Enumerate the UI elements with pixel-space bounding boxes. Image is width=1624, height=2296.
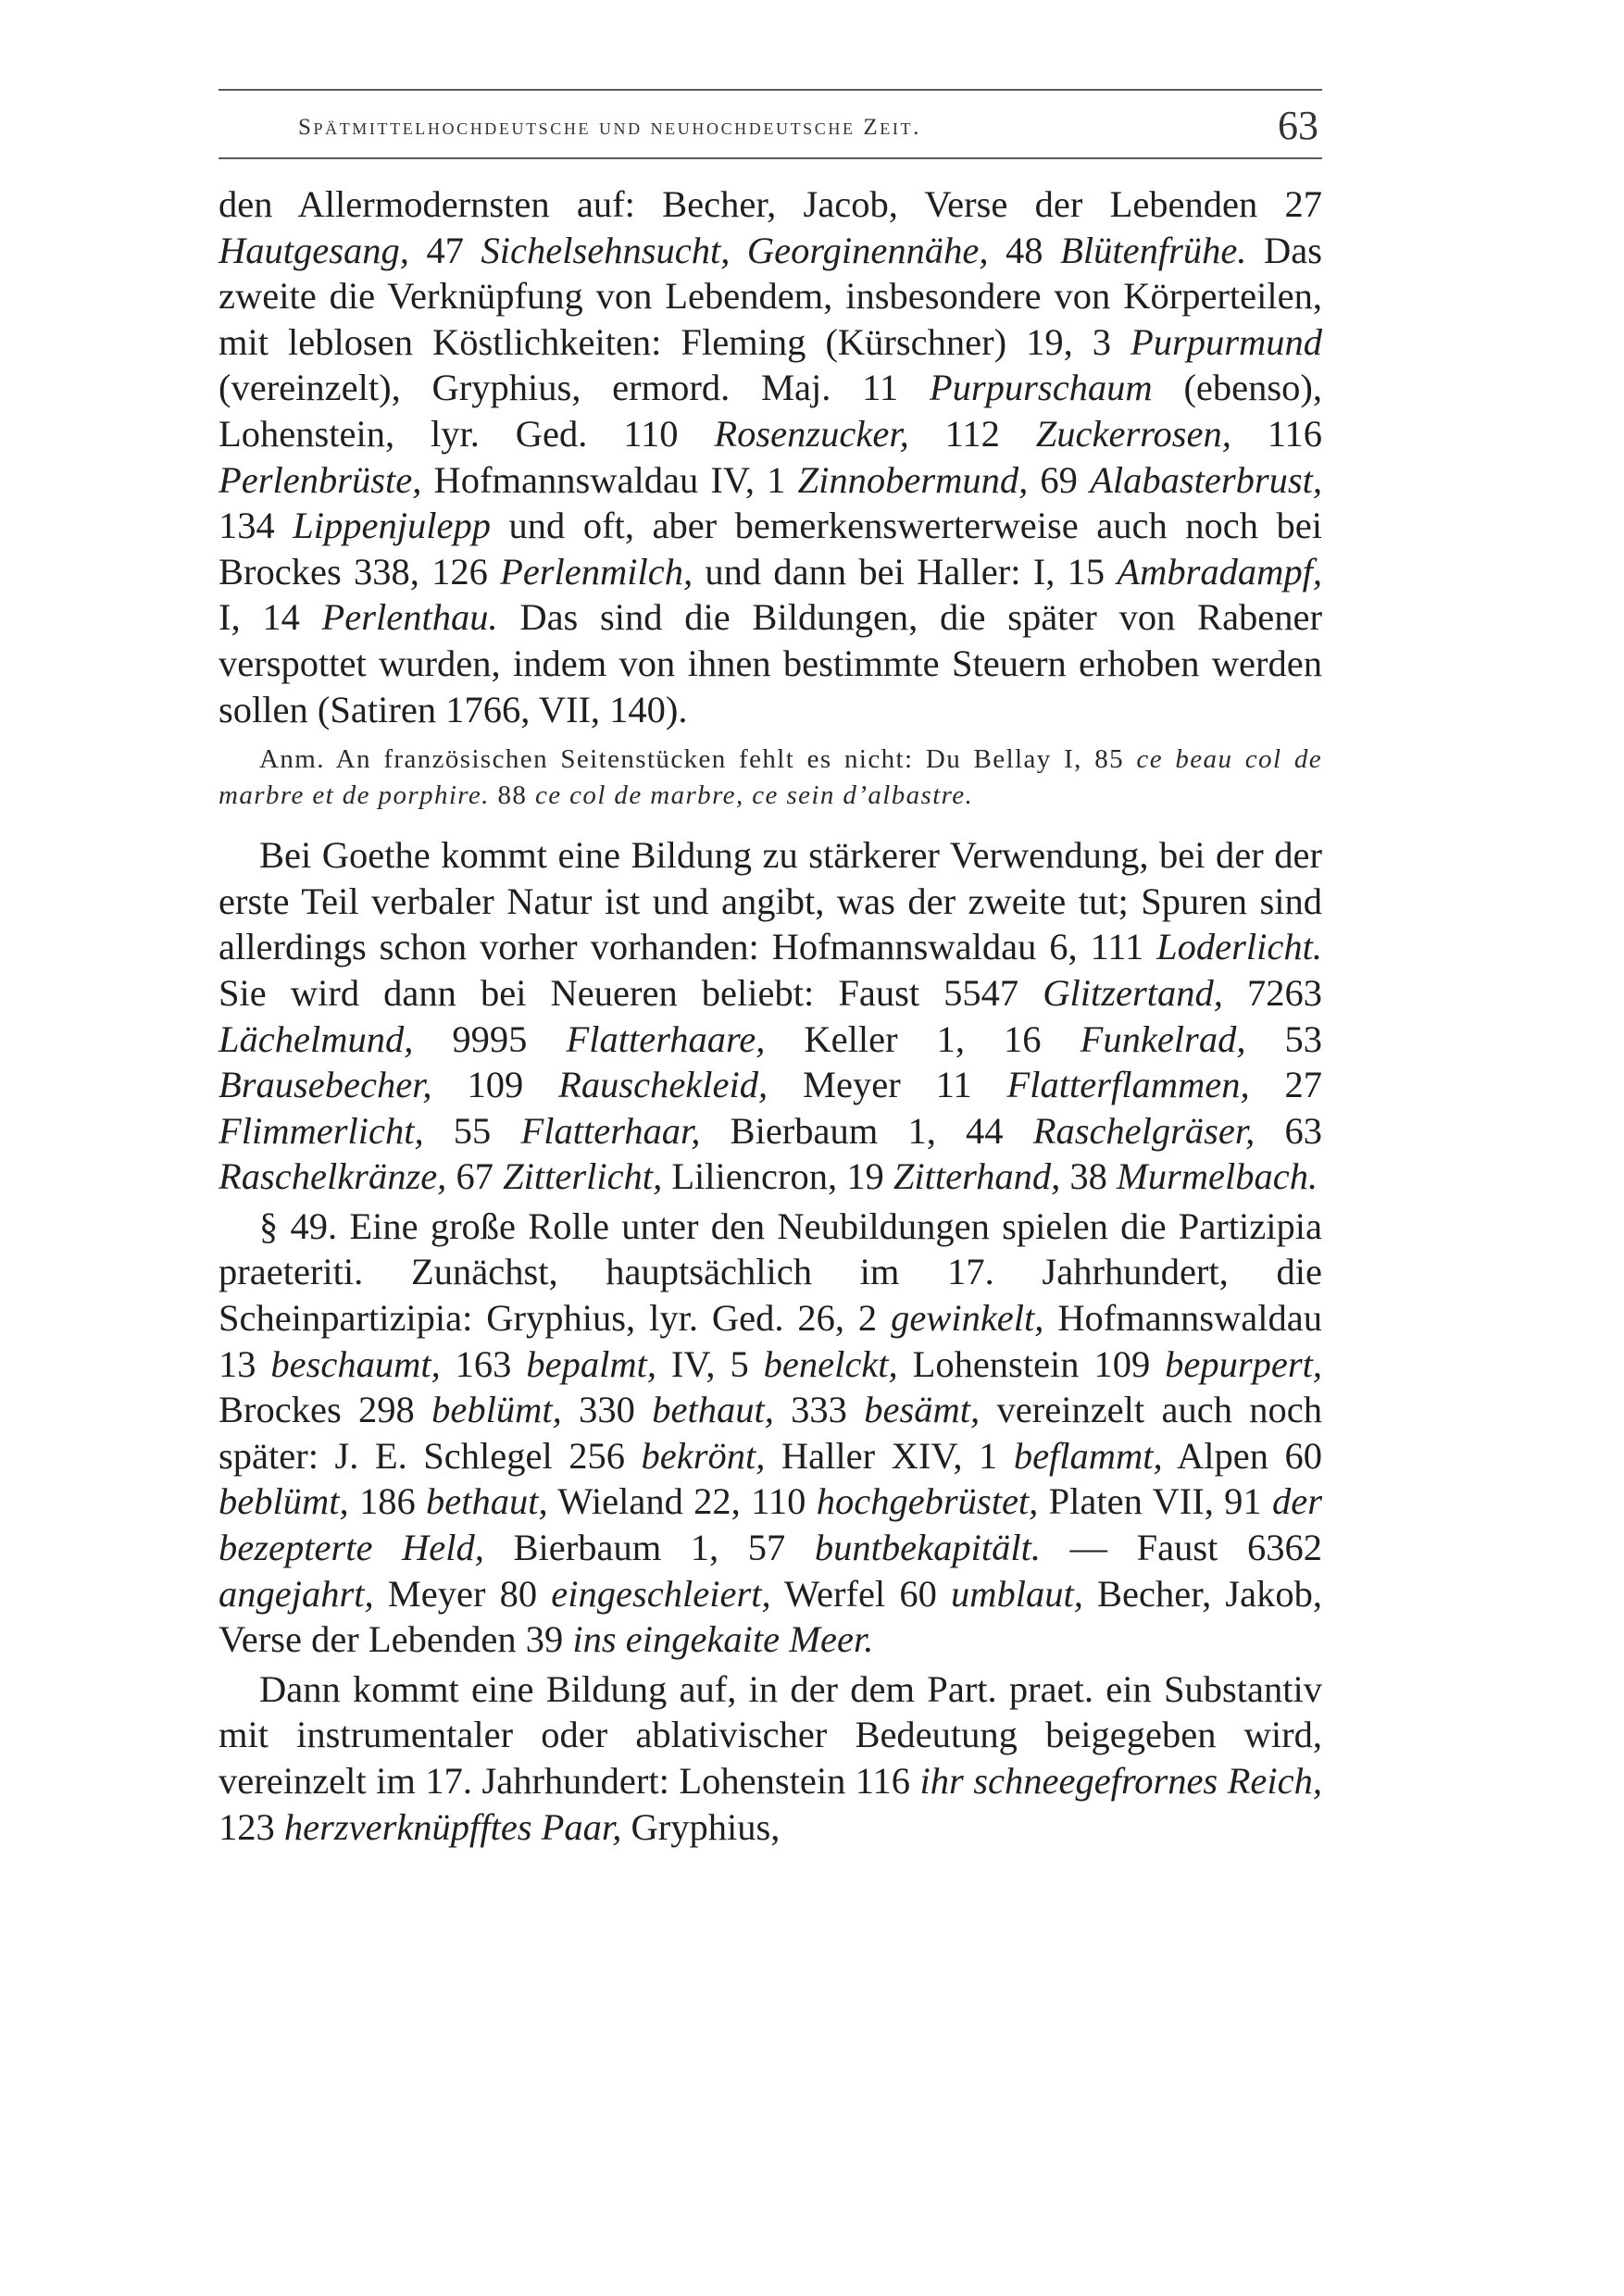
italic-term: Rauschekleid, xyxy=(558,1064,768,1106)
text-run: IV, 5 xyxy=(656,1342,764,1385)
italic-term: bekrönt, xyxy=(641,1434,766,1477)
italic-term: ce beau col de marbre et de porphire. xyxy=(219,744,1323,811)
italic-term: Flatterhaare, xyxy=(566,1017,766,1060)
text-run: I, 14 xyxy=(219,596,322,639)
italic-term: ins eingekaite Meer. xyxy=(572,1618,874,1661)
italic-term: benelckt, xyxy=(763,1342,898,1385)
text-run: 9995 xyxy=(413,1017,567,1060)
text-run: Alpen 60 xyxy=(1162,1434,1322,1477)
text-run: Liliencron, 19 xyxy=(662,1155,893,1198)
italic-term: hochgebrüstet, xyxy=(816,1480,1039,1523)
italic-term: bethaut, xyxy=(426,1480,548,1523)
italic-term: Glitzertand, xyxy=(1043,971,1223,1014)
paragraph-1 xyxy=(219,181,1322,732)
italic-term: Alabasterbrust, xyxy=(1090,458,1322,501)
italic-term: beblümt, xyxy=(431,1389,562,1431)
italic-term: bepalmt, xyxy=(526,1342,656,1385)
italic-term: der bezepterte Held, xyxy=(219,1480,1323,1569)
text-run: Meyer 11 xyxy=(768,1064,1007,1106)
text-run: und oft, aber bemerkenswerterweise auch noch bei Brockes 338, 126 xyxy=(219,505,1322,593)
italic-term: umblaut, xyxy=(951,1572,1083,1615)
text-run: 27 xyxy=(1249,1064,1322,1106)
italic-term: Perlenthau. xyxy=(321,596,498,639)
italic-term: ihr schneegefrornes Reich, xyxy=(919,1760,1322,1802)
text-run: 53 xyxy=(1245,1017,1323,1060)
italic-term: Sichelsehnsucht, Georginennähe, xyxy=(481,229,989,271)
text-run: 112 xyxy=(908,412,1036,455)
italic-term: Flatterhaar, xyxy=(520,1109,701,1152)
text-run: 63 xyxy=(1255,1109,1322,1152)
text-run: Wieland 22, 110 xyxy=(547,1480,817,1523)
text-run: Haller XIV, 1 xyxy=(765,1434,1014,1477)
italic-term: Flimmerlicht, xyxy=(219,1109,424,1152)
text-run: 186 xyxy=(348,1480,427,1523)
text-run: — Faust 6362 xyxy=(1040,1527,1323,1569)
text-run: Anm. An französischen Seitenstücken fehlt es nicht: Du Bellay I, 85 xyxy=(259,744,1137,775)
italic-term: Funkelrad, xyxy=(1080,1017,1246,1060)
text-run: (vereinzelt), Gryphius, ermord. Maj. 11 xyxy=(219,367,930,409)
italic-term: Brausebecher, xyxy=(219,1064,432,1106)
italic-term: besämt, xyxy=(864,1389,981,1431)
italic-term: gewinkelt, xyxy=(891,1297,1044,1340)
italic-term: Blütenfrühe. xyxy=(1060,229,1247,271)
paragraph-4 xyxy=(219,1666,1322,1850)
text-run: (ebenso), Lohenstein, lyr. Ged. 110 xyxy=(219,367,1323,455)
italic-term: buntbekapitält. xyxy=(814,1527,1041,1569)
italic-term: Perlenmilch, xyxy=(500,550,693,593)
text-run: Bei Goethe kommt eine Bildung zu stärkerer Verwendung, bei der der erste Teil verbaler Natur ist und angibt, was der zweite tut; Spuren sind allerdings schon vorher vorhanden: Hofmannswaldau 6, 111 xyxy=(219,834,1322,968)
italic-term: beschaumt, xyxy=(270,1342,441,1385)
italic-term: Raschelgräser, xyxy=(1032,1109,1255,1152)
italic-term: Murmelbach. xyxy=(1117,1155,1318,1198)
italic-term: Perlenbrüste, xyxy=(219,458,422,501)
italic-term: bepurpert, xyxy=(1165,1342,1322,1385)
text-run: 69 xyxy=(1028,458,1091,501)
paragraph-section-49 xyxy=(219,1204,1322,1663)
text-run: Bierbaum 1, 44 xyxy=(700,1109,1033,1152)
italic-term: Purpurmund xyxy=(1130,320,1322,363)
italic-term: Loderlicht. xyxy=(1156,926,1322,968)
italic-term: beblümt, xyxy=(219,1480,349,1523)
italic-term: Flatterflammen, xyxy=(1006,1064,1250,1106)
italic-term: Purpurschaum xyxy=(929,367,1153,409)
text-run: 48 xyxy=(988,229,1061,271)
text-run: Platen VII, 91 xyxy=(1038,1480,1273,1523)
italic-term: eingeschleiert, xyxy=(551,1572,771,1615)
text-run: Sie wird dann bei Neueren beliebt: Faust 5547 xyxy=(219,971,1043,1014)
text-run: vereinzelt auch noch später: J. E. Schlegel 256 xyxy=(219,1389,1323,1477)
text-run: Lohenstein 109 xyxy=(897,1342,1166,1385)
header-rule-top xyxy=(219,89,1322,91)
text-run: Dann kommt eine Bildung auf, in der dem Part. praet. ein Substantiv mit instrumentaler oder ablativischer Bedeutung beigegeben wird, vereinzelt im 17. Jahrhundert: Lohenstein 116 xyxy=(219,1667,1322,1802)
italic-term: Lippenjulepp xyxy=(293,505,492,547)
text-run: 134 xyxy=(219,505,294,547)
italic-term: beflammt, xyxy=(1013,1434,1163,1477)
paragraph-2 xyxy=(219,832,1322,1200)
body-text xyxy=(219,181,1322,1850)
annotation-note xyxy=(219,742,1322,814)
text-run: Gryphius, xyxy=(621,1805,781,1848)
text-run: Keller 1, 16 xyxy=(765,1017,1081,1060)
page-number: 63 xyxy=(1278,103,1318,148)
text-run: 7263 xyxy=(1222,971,1322,1014)
text-run: 116 xyxy=(1230,412,1323,455)
italic-term: Raschelkränze, xyxy=(219,1155,447,1198)
text-run: 163 xyxy=(440,1342,527,1385)
text-run: und dann bei Haller: I, 15 xyxy=(693,550,1118,593)
text-run: 333 xyxy=(773,1389,865,1431)
text-run: den Allermodernsten auf: Becher, Jacob, Verse der Lebenden 27 xyxy=(219,183,1322,225)
text-run: 88 xyxy=(489,780,535,811)
text-run: Werfel 60 xyxy=(770,1572,951,1615)
text-run: Becher, Jakob, Verse der Lebenden 39 xyxy=(219,1572,1322,1661)
italic-term: Hautgesang, xyxy=(219,229,409,271)
italic-term: Lächelmund, xyxy=(219,1017,414,1060)
text-run: Hofmannswaldau IV, 1 xyxy=(421,458,798,501)
italic-term: angejahrt, xyxy=(219,1572,374,1615)
italic-term: Zinnobermund, xyxy=(797,458,1029,501)
text-run: 123 xyxy=(219,1805,284,1848)
text-run: Das sind die Bildungen, die später von Rabener verspottet wurden, indem von ihnen bestimmte Steuern erhoben werden sollen (Satiren 1766, VII, 140). xyxy=(219,596,1322,730)
italic-term: ce col de marbre, ce sein d’albastre. xyxy=(534,780,974,811)
italic-term: Rosenzucker, xyxy=(714,412,909,455)
text-run: Bierbaum 1, 57 xyxy=(483,1527,815,1569)
italic-term: bethaut, xyxy=(652,1389,774,1431)
text-run: Meyer 80 xyxy=(373,1572,552,1615)
italic-term: herzverknüpfftes Paar, xyxy=(283,1805,622,1848)
page-header xyxy=(219,102,1322,150)
text-run: 55 xyxy=(423,1109,521,1152)
text-run: 330 xyxy=(561,1389,653,1431)
text-run: 38 xyxy=(1060,1155,1118,1198)
text-run: Hofmannswaldau 13 xyxy=(219,1297,1322,1385)
text-run: 109 xyxy=(431,1064,559,1106)
text-run: Brockes 298 xyxy=(219,1389,432,1431)
italic-term: Ambradampf, xyxy=(1117,550,1322,593)
text-run: 47 xyxy=(408,229,481,271)
text-run: Das zweite die Verknüpfung von Lebendem, insbesondere von Körperteilen, mit leblosen Köstlichkeiten: Fleming (Kürschner) 19, 3 xyxy=(219,229,1322,363)
italic-term: Zuckerrosen, xyxy=(1035,412,1231,455)
header-rule-bottom xyxy=(219,157,1322,159)
text-run: § 49. Eine große Rolle unter den Neubildungen spielen die Partizipia praeteriti. Zunächst, hauptsächlich im 17. Jahrhundert, die Scheinpartizipia: Gryphius, lyr. Ged. 26, 2 xyxy=(219,1204,1322,1340)
text-run: 67 xyxy=(446,1155,504,1198)
running-head: Spätmittelhochdeutsche und neuhochdeutsche Zeit. xyxy=(298,115,921,140)
italic-term: Zitterhand, xyxy=(893,1155,1061,1198)
italic-term: Zitterlicht, xyxy=(503,1155,663,1198)
